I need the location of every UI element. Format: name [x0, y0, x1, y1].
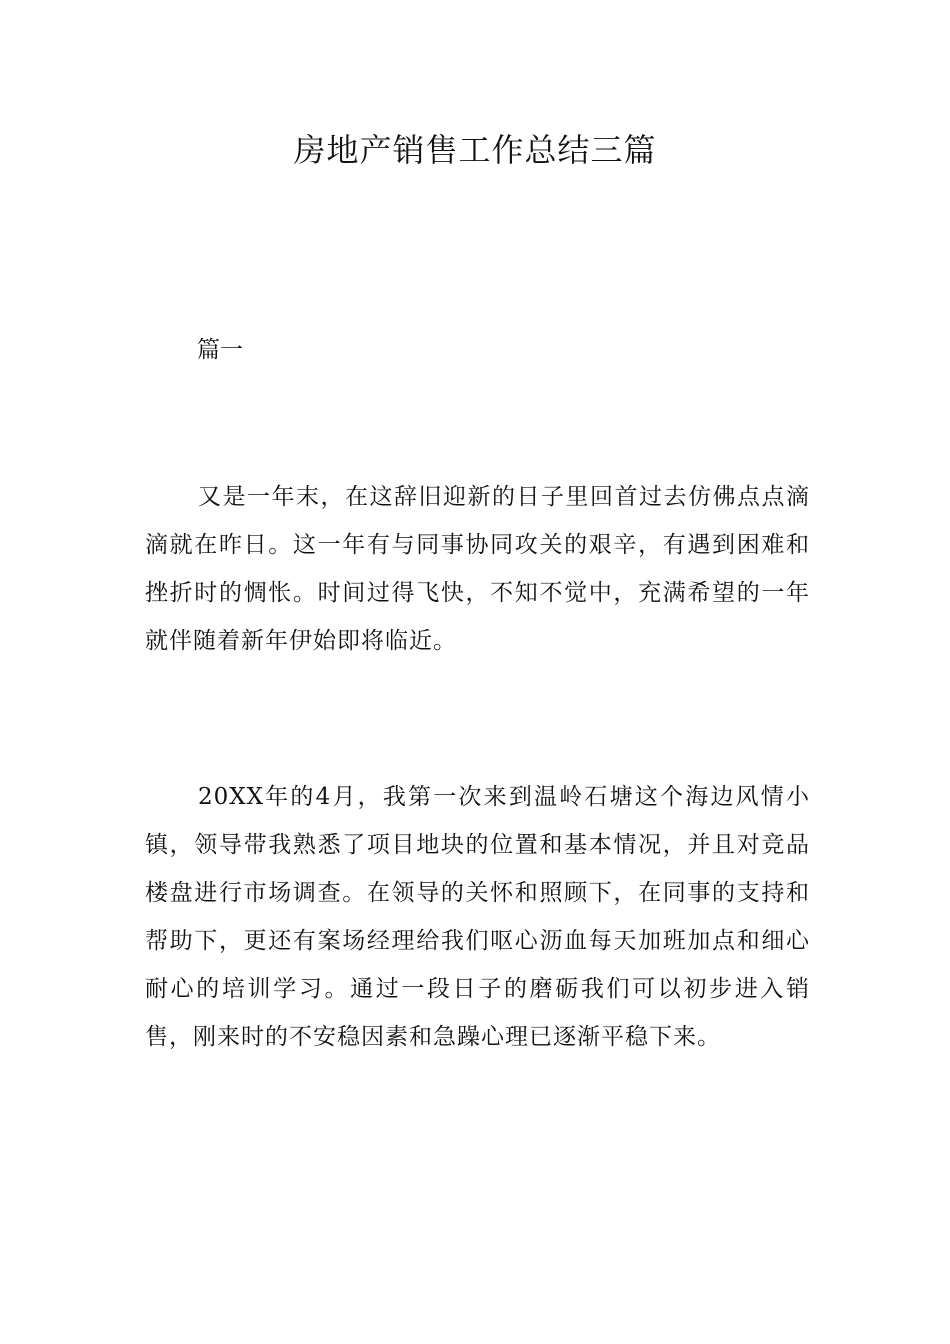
section-label: 篇一	[197, 337, 243, 363]
document-title: 房地产销售工作总结三篇	[293, 131, 657, 169]
paragraph: 20XX年的4月，我第一次来到温岭石塘这个海边风情小镇，领导带我熟悉了项目地块的位置和基本情况，并且对竞品楼盘进行市场调查。在领导的关怀和照顾下，在同事的支持和帮助下，更还有案场经理给我们呕心沥血每天加班加点和细心耐心的培训学习。通过一段日子的磨砺我们可以初步进入销售，刚来时的不安稳因素和急躁心理已逐渐平稳下来。	[145, 784, 810, 1050]
paragraph: 又是一年末，在这辞旧迎新的日子里回首过去仿佛点点滴滴就在昨日。这一年有与同事协同攻关的艰辛，有遇到困难和挫折时的惆怅。时间过得飞快，不知不觉中，充满希望的一年就伴随着新年伊始即将临近。	[145, 484, 810, 654]
